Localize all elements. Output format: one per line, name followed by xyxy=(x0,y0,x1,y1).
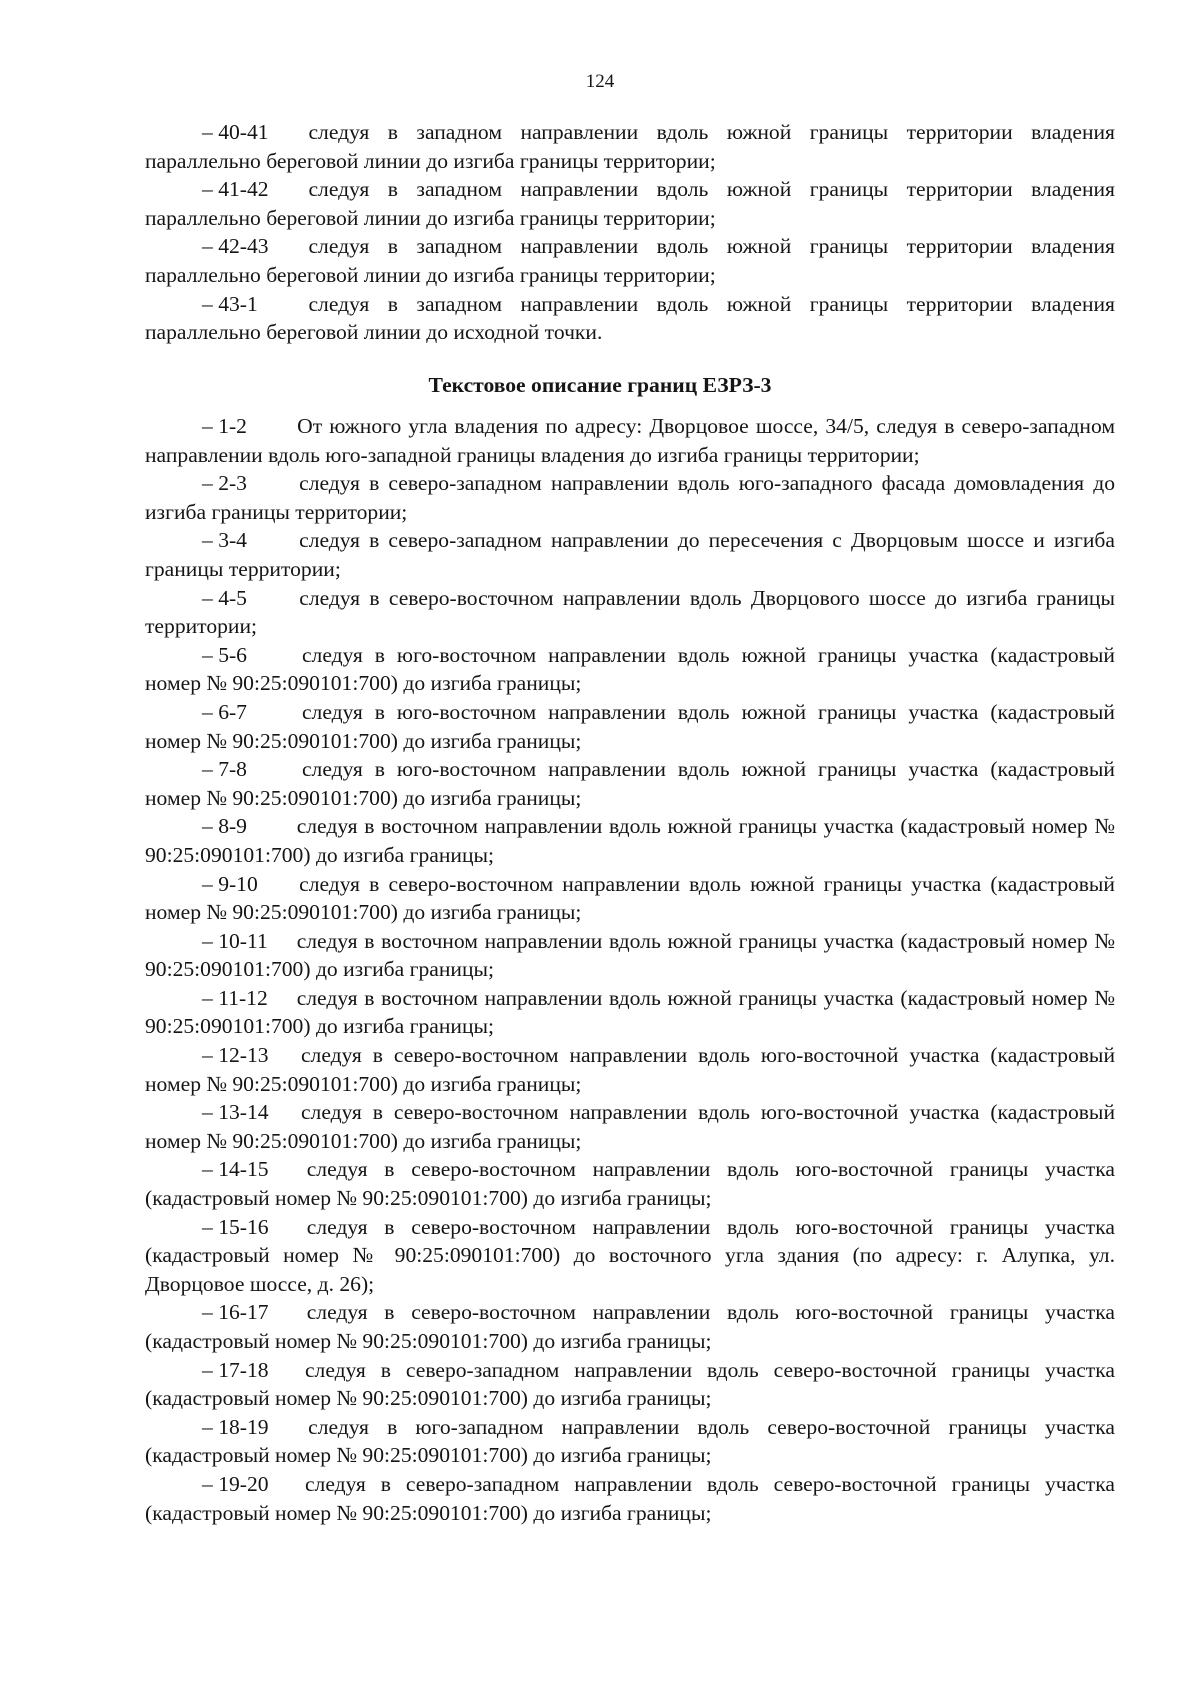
segment-code: – 42-43 xyxy=(202,234,269,259)
boundary-segment xyxy=(145,412,1115,469)
boundary-list-ezrz3 xyxy=(145,412,1115,1527)
segment-description: следуя в северо-западном направлении вдоль северо-восточной границы участка (кадастровый номер № 90:25:090101:700) до изгиба границы; xyxy=(145,1357,1115,1411)
boundary-segment xyxy=(145,118,1115,175)
segment-description: следуя в западном направлении вдоль южной границы территории владения параллельно береговой линии до изгиба границы территории; xyxy=(145,234,1115,287)
boundary-segment xyxy=(145,641,1115,698)
boundary-segment xyxy=(145,1356,1115,1413)
boundary-segment xyxy=(145,526,1115,583)
boundary-segment xyxy=(145,232,1115,289)
segment-description: следуя в северо-восточном направлении вдоль юго-восточной границы участка (кадастровый номер № 90:25:090101:700) до изгиба границы; xyxy=(145,1300,1115,1353)
boundary-segment xyxy=(145,1155,1115,1212)
boundary-segment xyxy=(145,870,1115,927)
boundary-list-previous xyxy=(145,118,1115,347)
segment-code: – 2-3 xyxy=(202,471,247,496)
segment-code: – 8-9 xyxy=(202,814,247,839)
boundary-segment xyxy=(145,984,1115,1041)
segment-description: следуя в восточном направлении вдоль южной границы участка (кадастровый номер № 90:25:090101:700) до изгиба границы; xyxy=(145,814,1115,867)
segment-code: – 18-19 xyxy=(202,1414,269,1439)
segment-code: – 15-16 xyxy=(202,1214,269,1239)
segment-description: следуя в западном направлении вдоль южной границы территории владения параллельно береговой линии до изгиба границы территории; xyxy=(145,177,1115,230)
segment-code: – 40-41 xyxy=(202,120,269,144)
boundary-segment xyxy=(145,1298,1115,1355)
section-heading: Текстовое описание границ ЕЗРЗ-3 xyxy=(428,373,772,397)
boundary-segment xyxy=(145,755,1115,812)
segment-description: следуя в западном направлении вдоль южной границы территории владения параллельно береговой линии до изгиба границы территории; xyxy=(145,120,1115,173)
segment-code: – 17-18 xyxy=(202,1357,269,1382)
segment-code: – 41-42 xyxy=(202,177,269,202)
boundary-segment xyxy=(145,1213,1115,1299)
segment-code: – 13-14 xyxy=(202,1100,269,1125)
segment-description: следуя в северо-восточном направлении вдоль юго-восточной участка (кадастровый номер № 90:25:090101:700) до изгиба границы; xyxy=(145,1043,1115,1096)
boundary-segment xyxy=(145,812,1115,869)
segment-description: следуя в юго-восточном направлении вдоль южной границы участка (кадастровый номер № 90:25:090101:700) до изгиба границы; xyxy=(145,757,1115,810)
segment-code: – 5-6 xyxy=(202,642,247,667)
boundary-segment xyxy=(145,175,1115,232)
segment-code: – 11-12 xyxy=(202,985,268,1010)
segment-code: – 14-15 xyxy=(202,1157,269,1182)
segment-code: – 43-1 xyxy=(202,291,258,316)
segment-code: – 19-20 xyxy=(202,1471,269,1496)
segment-description: От южного угла владения по адресу: Дворцовое шоссе, 34/5, следуя в северо-западном направлении вдоль юго-западной границы владения до изгиба границы территории; xyxy=(145,414,1115,467)
segment-description: следуя в юго-восточном направлении вдоль южной границы участка (кадастровый номер № 90:25:090101:700) до изгиба границы; xyxy=(145,642,1115,696)
segment-description: следуя в северо-восточном направлении вдоль юго-восточной границы участка (кадастровый номер № 90:25:090101:700) до изгиба границы; xyxy=(145,1157,1115,1211)
segment-description: следуя в восточном направлении вдоль южной границы участка (кадастровый номер № 90:25:090101:700) до изгиба границы; xyxy=(145,928,1115,982)
segment-description: следуя в юго-западном направлении вдоль северо-восточной границы участка (кадастровый номер № 90:25:090101:700) до изгиба границы; xyxy=(145,1414,1115,1468)
boundary-segment xyxy=(145,927,1115,984)
segment-code: – 4-5 xyxy=(202,585,247,610)
boundary-segment xyxy=(145,1041,1115,1098)
boundary-segment xyxy=(145,1098,1115,1155)
boundary-segment xyxy=(145,698,1115,755)
segment-description: следуя в северо-западном направлении вдоль юго-западного фасада домовладения до изгиба границы территории; xyxy=(145,471,1115,524)
segment-code: – 7-8 xyxy=(202,757,247,782)
boundary-segment xyxy=(145,1413,1115,1470)
segment-description: следуя в северо-восточном направлении вдоль Дворцового шоссе до изгиба границы территории; xyxy=(145,585,1115,639)
segment-code: – 12-13 xyxy=(202,1043,269,1068)
segment-description: следуя в западном направлении вдоль южной границы территории владения параллельно береговой линии до исходной точки. xyxy=(145,291,1115,345)
segment-description: следуя в северо-западном направлении вдоль северо-восточной границы участка (кадастровый номер № 90:25:090101:700) до изгиба границы; xyxy=(145,1471,1115,1525)
segment-code: – 6-7 xyxy=(202,699,247,724)
segment-description: следуя в северо-восточном направлении вдоль юго-восточной границы участка (кадастровый номер № 90:25:090101:700) до восточного угла здания (по адресу: г. Алупка, ул. Дворцовое шоссе, д. 26); xyxy=(145,1214,1115,1296)
segment-code: – 1-2 xyxy=(202,414,247,438)
boundary-segment xyxy=(145,290,1115,347)
boundary-segment xyxy=(145,584,1115,641)
segment-code: – 16-17 xyxy=(202,1300,269,1325)
segment-code: – 3-4 xyxy=(202,528,247,553)
segment-code: – 9-10 xyxy=(202,871,258,896)
boundary-segment xyxy=(145,469,1115,526)
segment-description: следуя в восточном направлении вдоль южной границы участка (кадастровый номер № 90:25:090101:700) до изгиба границы; xyxy=(145,985,1115,1039)
segment-code: – 10-11 xyxy=(202,928,268,953)
segment-description: следуя в юго-восточном направлении вдоль южной границы участка (кадастровый номер № 90:25:090101:700) до изгиба границы; xyxy=(145,699,1115,753)
segment-description: следуя в северо-западном направлении до пересечения с Дворцовым шоссе и изгиба границы территории; xyxy=(145,528,1115,581)
boundary-segment xyxy=(145,1470,1115,1527)
segment-description: следуя в северо-восточном направлении вдоль юго-восточной участка (кадастровый номер № 90:25:090101:700) до изгиба границы; xyxy=(145,1100,1115,1153)
page-number: 124 xyxy=(585,71,615,92)
segment-description: следуя в северо-восточном направлении вдоль южной границы участка (кадастровый номер № 90:25:090101:700) до изгиба границы; xyxy=(145,871,1115,925)
